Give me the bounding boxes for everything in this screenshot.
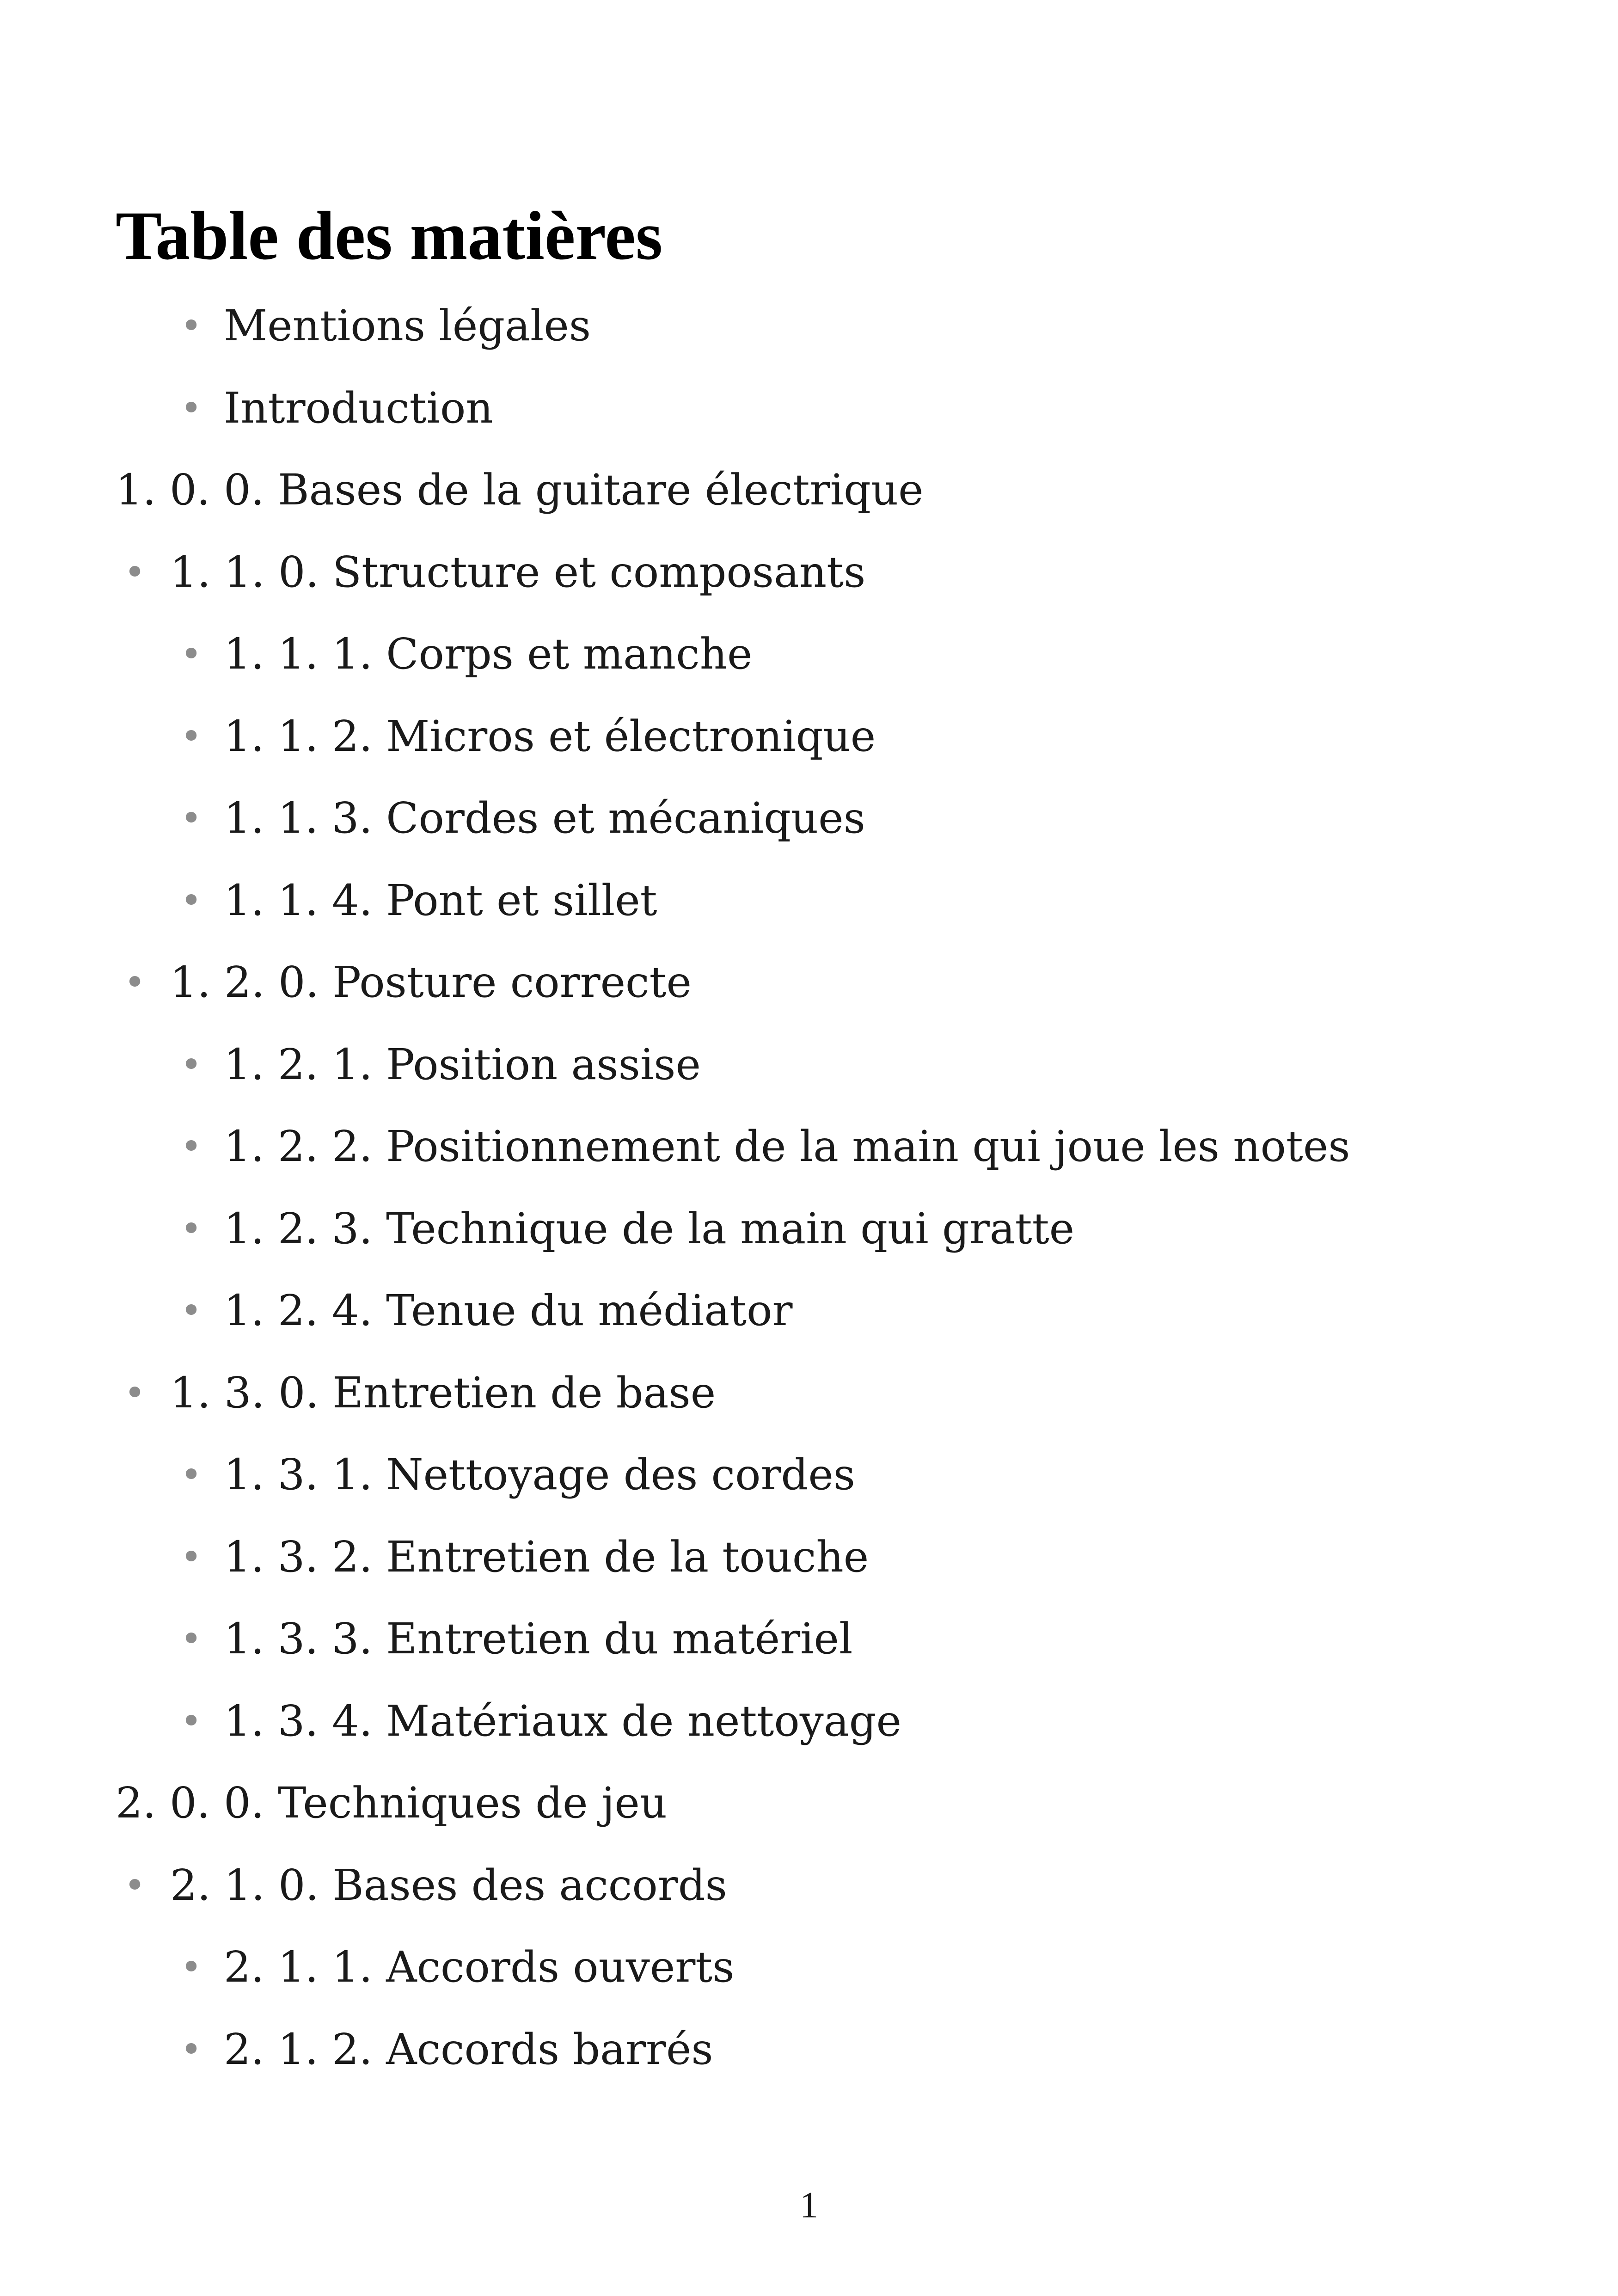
- toc-entry[interactable]: [0, 455, 1618, 525]
- bullet-icon: •: [124, 1371, 146, 1414]
- toc-entry-label: 1. 1. 0. Structure et composants: [170, 547, 866, 597]
- toc-entry-label: 2. 1. 0. Bases des accords: [170, 1860, 727, 1910]
- toc-entry-label: 1. 2. 3. Technique de la main qui gratte: [224, 1203, 1075, 1253]
- toc-entry-label: 2. 1. 2. Accords barrés: [224, 2024, 713, 2074]
- page-number: 1: [800, 2185, 818, 2226]
- toc-entry-label: 1. 3. 0. Entretien de base: [170, 1368, 716, 1418]
- toc-entry[interactable]: [0, 1358, 1618, 1428]
- toc-entry-label: Mentions légales: [224, 301, 591, 350]
- bullet-icon: •: [180, 386, 202, 430]
- toc-entry-label: 1. 2. 0. Posture correcte: [170, 958, 692, 1007]
- bullet-icon: •: [180, 1453, 202, 1496]
- toc-entry-label: 1. 2. 4. Tenue du médiator: [224, 1286, 793, 1335]
- bullet-icon: •: [180, 1043, 202, 1086]
- bullet-icon: •: [180, 1125, 202, 1168]
- bullet-icon: •: [124, 961, 146, 1004]
- toc-entry[interactable]: [0, 1030, 1618, 1099]
- toc-entry-label: 1. 3. 1. Nettoyage des cordes: [224, 1450, 855, 1499]
- toc-entry-label: 1. 2. 1. Position assise: [224, 1039, 701, 1089]
- toc-entry-label: 2. 0. 0. Techniques de jeu: [116, 1778, 668, 1828]
- toc-entry-label: 1. 3. 2. Entretien de la touche: [224, 1532, 869, 1582]
- toc-entry[interactable]: [0, 1687, 1618, 1756]
- bullet-icon: •: [124, 1863, 146, 1907]
- bullet-icon: •: [180, 797, 202, 840]
- bullet-icon: •: [180, 1535, 202, 1578]
- bullet-icon: •: [180, 1617, 202, 1660]
- toc-entry-label: 1. 3. 3. Entretien du matériel: [224, 1614, 853, 1664]
- toc-heading: Table des matières: [116, 197, 663, 274]
- toc-entry-label: 1. 1. 1. Corps et manche: [224, 629, 753, 679]
- toc-entry-label: 1. 1. 3. Cordes et mécaniques: [224, 793, 865, 843]
- bullet-icon: •: [180, 304, 202, 347]
- bullet-icon: •: [180, 878, 202, 922]
- toc-entry-label: 1. 1. 2. Micros et électronique: [224, 711, 876, 761]
- toc-entry[interactable]: [0, 1276, 1618, 1345]
- toc-entry-label: 1. 0. 0. Bases de la guitare électrique: [116, 465, 924, 515]
- toc-entry-label: 2. 1. 1. Accords ouverts: [224, 1942, 735, 1992]
- toc-entry[interactable]: [0, 1768, 1618, 1838]
- toc-entry-label: 1. 2. 2. Positionnement de la main qui joue les notes: [224, 1122, 1350, 1171]
- bullet-icon: •: [180, 1207, 202, 1250]
- toc-entry[interactable]: [0, 620, 1618, 689]
- toc-entry-label: 1. 1. 4. Pont et sillet: [224, 875, 657, 925]
- bullet-icon: •: [180, 714, 202, 758]
- toc-entry-label: 1. 3. 4. Matériaux de nettoyage: [224, 1696, 901, 1746]
- bullet-icon: •: [180, 1289, 202, 1332]
- toc-entry[interactable]: [0, 1194, 1618, 1264]
- toc-entry[interactable]: [0, 538, 1618, 607]
- toc-entry[interactable]: [0, 948, 1618, 1017]
- toc-entry[interactable]: [0, 1440, 1618, 1510]
- toc-entry[interactable]: [0, 2015, 1618, 2084]
- bullet-icon: •: [124, 550, 146, 594]
- toc-entry[interactable]: [0, 784, 1618, 853]
- toc-entry[interactable]: [0, 1112, 1618, 1181]
- bullet-icon: •: [180, 1699, 202, 1743]
- bullet-icon: •: [180, 2027, 202, 2071]
- toc-entry[interactable]: [0, 374, 1618, 443]
- toc-entry-label: Introduction: [224, 383, 493, 433]
- toc-entry[interactable]: [0, 291, 1618, 361]
- toc-entry[interactable]: [0, 866, 1618, 935]
- toc-entry[interactable]: [0, 702, 1618, 771]
- bullet-icon: •: [180, 1946, 202, 1989]
- toc-entry[interactable]: [0, 1604, 1618, 1674]
- bullet-icon: •: [180, 632, 202, 675]
- toc-entry[interactable]: [0, 1933, 1618, 2002]
- toc-entry[interactable]: [0, 1522, 1618, 1592]
- toc-entry[interactable]: [0, 1851, 1618, 1920]
